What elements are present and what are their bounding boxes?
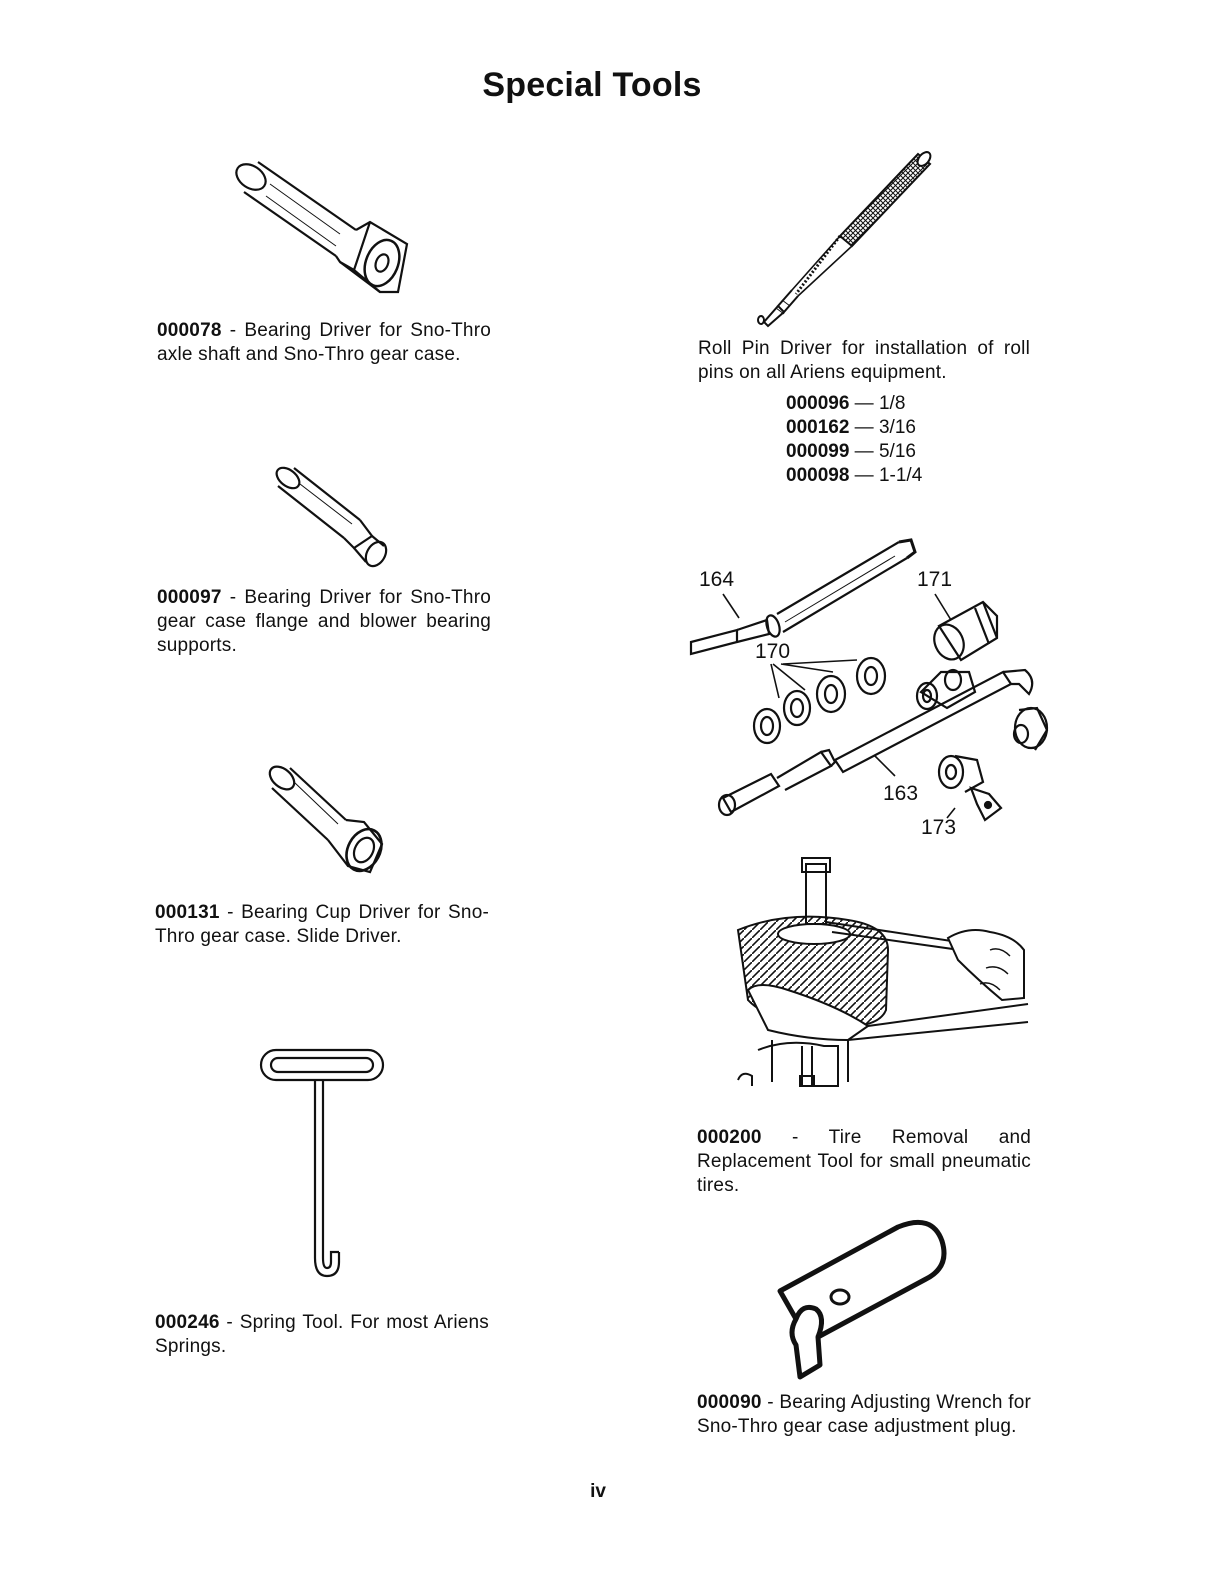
part-label-173: 173 xyxy=(921,816,957,839)
part-number: 000090 xyxy=(697,1392,762,1413)
roll-pin-size-item: 000096 — 1/8 xyxy=(786,393,906,414)
bearing-driver-000097-illustration xyxy=(268,462,398,572)
tool-000246-description: 000246 - Spring Tool. For most Ariens Springs. xyxy=(155,1312,489,1357)
part-label-163: 163 xyxy=(883,782,919,805)
roll-pin-size-item: 000098 — 1-1/4 xyxy=(786,465,923,486)
part-label-164: 164 xyxy=(699,568,735,591)
bearing-driver-000078-illustration xyxy=(230,150,430,300)
part-number: 000200 xyxy=(697,1127,762,1148)
part-label-171: 171 xyxy=(917,568,953,591)
roll-pin-size-item: 000099 — 5/16 xyxy=(786,441,916,462)
part-number: 000131 xyxy=(155,902,220,923)
bearing-adjusting-wrench-illustration xyxy=(770,1215,955,1380)
tool-000090-description: 000090 - Bearing Adjusting Wrench for Sno-Thro gear case adjustment plug. xyxy=(697,1392,1031,1437)
tool-000078-description: 000078 - Bearing Driver for Sno-Thro axle shaft and Sno-Thro gear case. xyxy=(157,320,491,365)
bearing-cup-driver-000131-illustration xyxy=(260,760,395,885)
roll-pin-size-item: 000162 — 3/16 xyxy=(786,417,916,438)
part-label-170: 170 xyxy=(755,640,791,663)
tool-000097-description: 000097 - Bearing Driver for Sno-Thro gear case flange and blower bearing supports. xyxy=(157,587,491,656)
spring-tool-000246-illustration xyxy=(255,1040,395,1285)
part-number: 000097 xyxy=(157,587,222,608)
tool-000131-description: 000131 - Bearing Cup Driver for Sno-Thro gear case. Slide Driver. xyxy=(155,902,489,947)
roll-pin-driver-illustration xyxy=(748,148,948,333)
roll-pin-driver-description: Roll Pin Driver for installation of roll pins on all Ariens equipment. xyxy=(698,338,1030,383)
roll-pin-size-list xyxy=(786,392,922,488)
page-title: Special Tools xyxy=(482,66,702,104)
part-number: 000246 xyxy=(155,1312,220,1333)
part-number: 000078 xyxy=(157,320,222,341)
exploded-parts-diagram xyxy=(685,530,1065,840)
tire-removal-tool-illustration xyxy=(728,850,1028,1095)
page-number: iv xyxy=(590,1481,606,1502)
tool-000200-description: 000200 - Tire Removal and Replacement Tool for small pneumatic tires. xyxy=(697,1127,1031,1196)
